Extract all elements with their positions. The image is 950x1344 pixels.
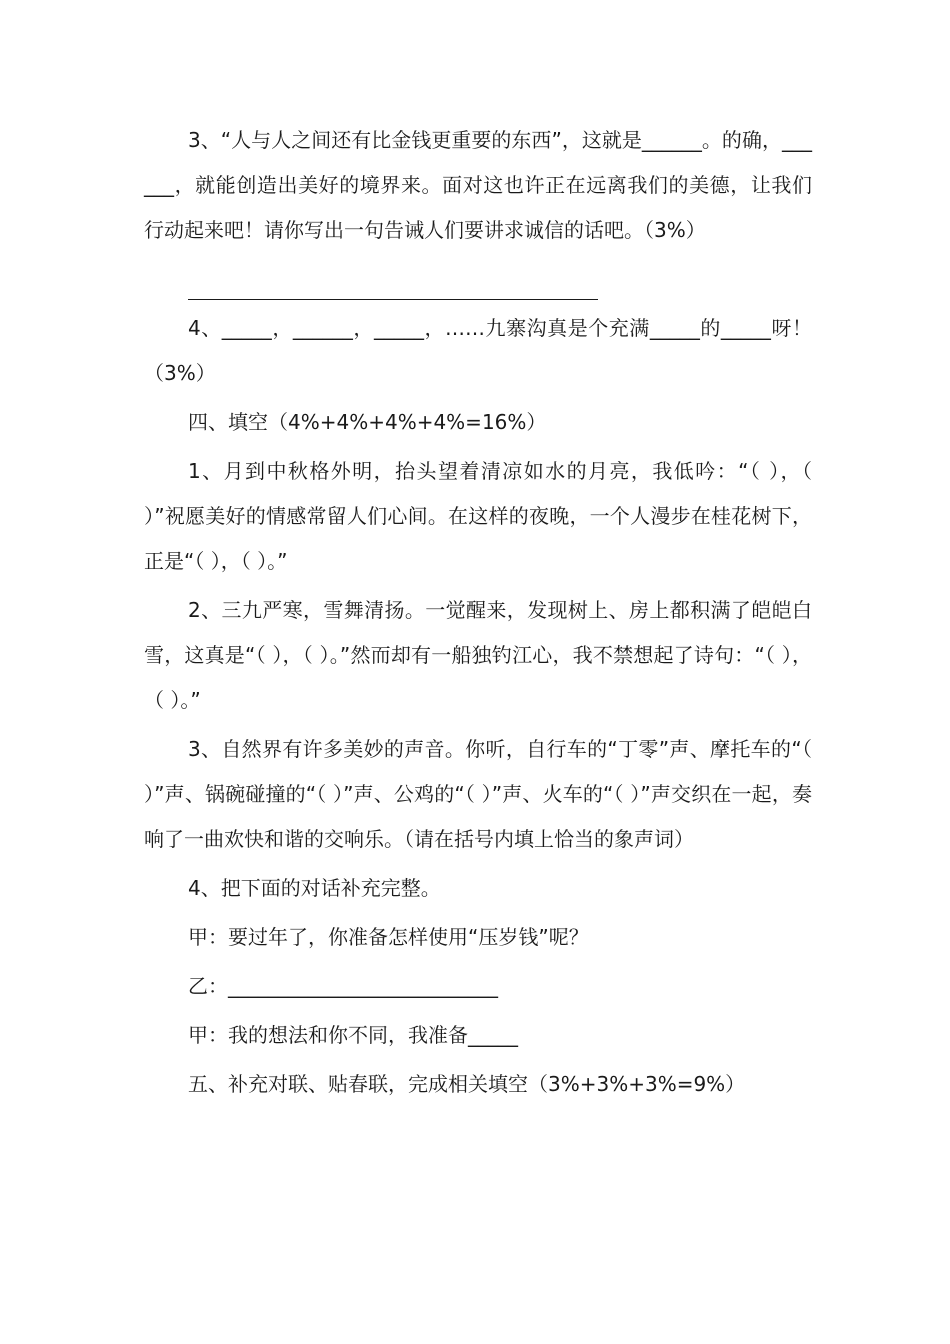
dialog-line-b1: 乙：___________________________ [188,974,498,998]
dialog-line-a1: 甲：要过年了，你准备怎样使用“压岁钱”呢？ [188,925,589,949]
question-4-1: 1、月到中秋格外明，抬头望着清凉如水的月亮，我低吟：“（ ），（ ）”祝愿美好的情感常留人们心间。在这样的夜晚，一个人漫步在桂花树下，正是“（ ），（ ）。” [144,459,812,573]
question-4-2: 2、三九严寒，雪舞清扬。一觉醒来，发现树上、房上都积满了皑皑白雪，这真是“（ ），（ ）。”然而却有一船独钓江心，我不禁想起了诗句：“（ ），（ ）。” [144,598,812,712]
answer-line [188,273,598,300]
question-3-4: 4、_____，______，_____，……九寨沟真是个充满_____的_____呀！（3%） [144,316,812,385]
question-4-3: 3、自然界有许多美妙的声音。你听，自行车的“丁零”声、摩托车的“（ ）”声、锅碗碰撞的“（ ）”声、公鸡的“（ ）”声、火车的“（ ）”声交织在一起，奏响了一曲欢快和谐的交响乐。（请在括号内填上恰当的象声词） [144,737,812,851]
document-page [144,118,812,1107]
dialog-line-a2: 甲：我的想法和你不同，我准备_____ [188,1023,518,1047]
question-4-4: 4、把下面的对话补充完整。 [188,876,441,900]
section-4-heading: 四、填空（4%+4%+4%+4%=16%） [188,410,547,434]
question-3-3: 3、“人与人之间还有比金钱更重要的东西”，这就是______。的确，______，就能创造出美好的境界来。面对这也许正在远离我们的美德，让我们行动起来吧！请你写出一句告诫人们要讲求诚信的话吧。（3%） [144,128,812,242]
section-5-heading: 五、补充对联、贴春联，完成相关填空（3%+3%+3%=9%） [188,1072,746,1096]
